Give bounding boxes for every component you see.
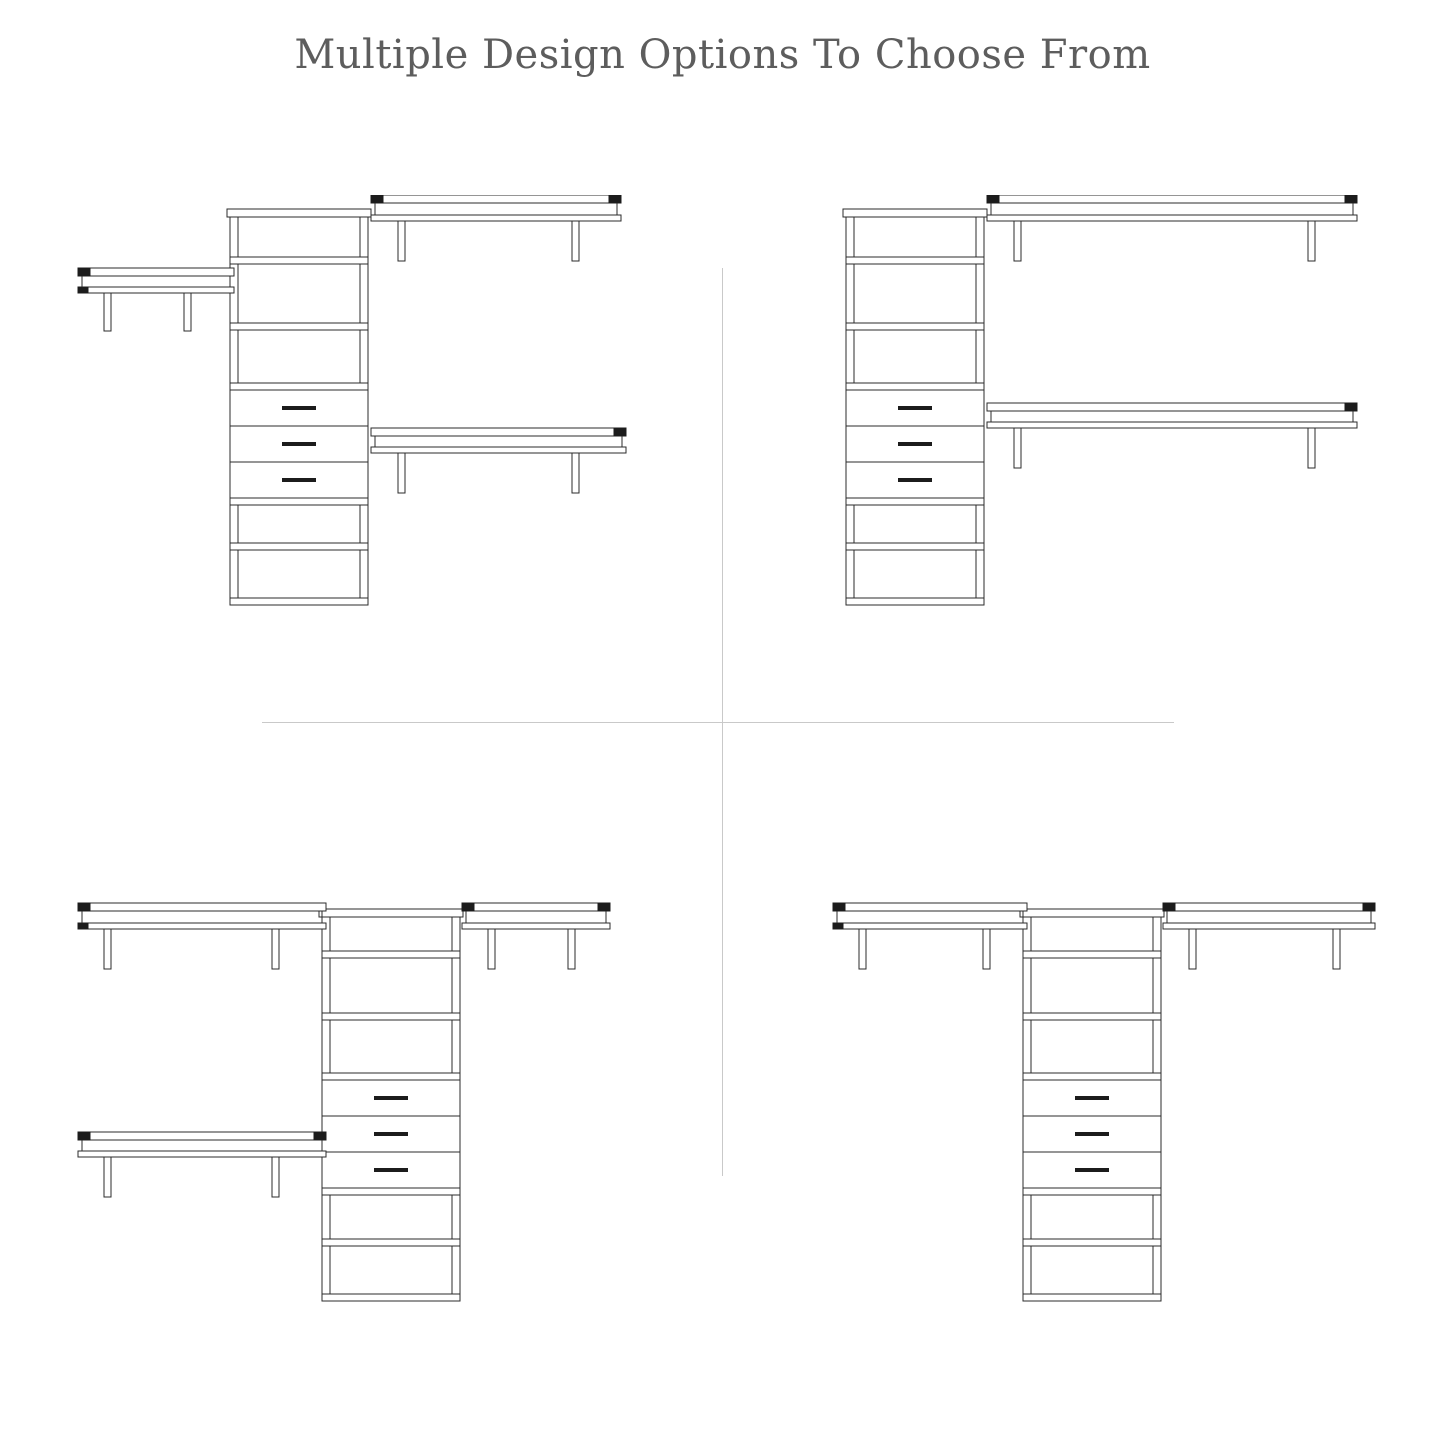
design-bottom-left[interactable] <box>60 895 630 1315</box>
hang-rod-right-upper <box>462 903 610 969</box>
page-title: Multiple Design Options To Choose From <box>294 32 1151 78</box>
hang-rod-left-upper <box>833 903 1027 969</box>
drawer-stack <box>322 1080 460 1188</box>
tower <box>843 209 987 605</box>
design-top-right[interactable] <box>832 195 1392 625</box>
hang-rod-left-upper <box>78 268 234 331</box>
hang-rod-right-lower <box>371 428 626 493</box>
tower <box>319 909 463 1301</box>
design-top-left[interactable] <box>60 195 660 625</box>
drawer-stack <box>1023 1080 1161 1188</box>
hang-rod-left-lower <box>78 1132 326 1197</box>
drawer-stack <box>230 390 368 498</box>
hang-rod-right-upper <box>987 195 1357 261</box>
tower <box>1020 909 1164 1301</box>
horizontal-divider <box>262 722 1174 723</box>
tower <box>227 209 371 605</box>
hang-rod-right-upper <box>1163 903 1375 969</box>
hang-rod-left-upper <box>78 903 326 969</box>
design-bottom-right[interactable] <box>815 895 1395 1315</box>
hang-rod-right-lower <box>987 403 1357 468</box>
hang-rod-right-upper <box>371 195 621 261</box>
drawer-stack <box>846 390 984 498</box>
